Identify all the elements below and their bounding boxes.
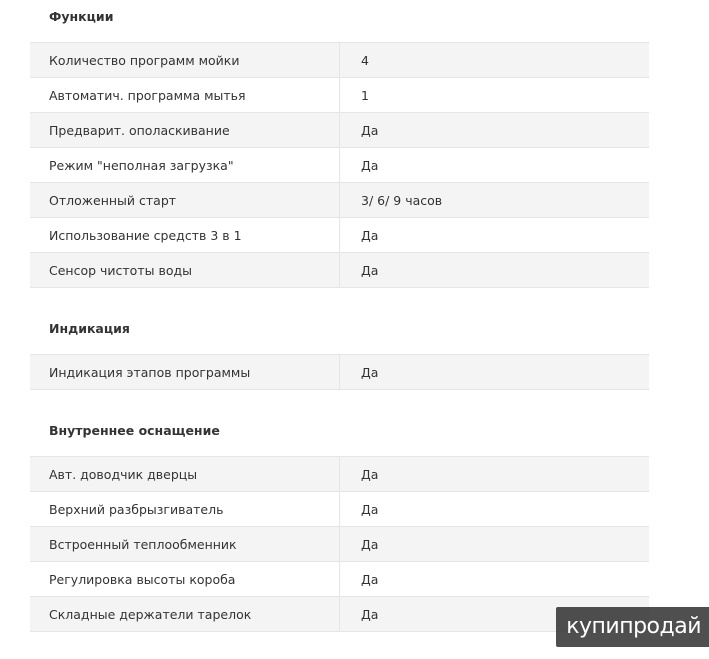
table-row — [30, 43, 649, 78]
spec-value: Да — [340, 527, 650, 562]
table-row — [30, 148, 649, 183]
table-row — [30, 253, 649, 288]
spec-name: Встроенный теплообменник — [30, 527, 340, 562]
section-title: Индикация — [49, 321, 130, 336]
spec-name: Режим "неполная загрузка" — [30, 148, 340, 183]
spec-name: Регулировка высоты короба — [30, 562, 340, 597]
spec-name: Складные держатели тарелок — [30, 597, 340, 632]
spec-name: Верхний разбрызгиватель — [30, 492, 340, 527]
spec-value: Да — [340, 492, 650, 527]
watermark-logo: купипродай — [556, 607, 709, 647]
spec-value: 3/ 6/ 9 часов — [340, 183, 650, 218]
spec-value: 1 — [340, 78, 650, 113]
spec-name: Авт. доводчик дверцы — [30, 457, 340, 492]
spec-name: Предварит. ополаскивание — [30, 113, 340, 148]
spec-name: Отложенный старт — [30, 183, 340, 218]
spec-value: Да — [340, 355, 650, 390]
specs-table — [30, 354, 649, 390]
section-indication — [30, 320, 649, 390]
spec-value: Да — [340, 113, 650, 148]
section-interior — [30, 422, 649, 632]
spec-value: Да — [340, 218, 650, 253]
specs-table — [30, 456, 649, 632]
spec-value: Да — [340, 457, 650, 492]
section-title: Функции — [49, 9, 114, 24]
table-row — [30, 355, 649, 390]
spec-value: Да — [340, 253, 650, 288]
section-functions — [30, 8, 649, 288]
spec-value: Да — [340, 597, 650, 632]
table-row — [30, 183, 649, 218]
spec-value: 4 — [340, 43, 650, 78]
specs-table — [30, 42, 649, 288]
spec-name: Автоматич. программа мытья — [30, 78, 340, 113]
spec-value: Да — [340, 148, 650, 183]
table-row — [30, 218, 649, 253]
table-row — [30, 457, 649, 492]
spec-name: Количество программ мойки — [30, 43, 340, 78]
section-title: Внутреннее оснащение — [49, 423, 220, 438]
table-row — [30, 527, 649, 562]
table-row — [30, 78, 649, 113]
spec-name: Использование средств 3 в 1 — [30, 218, 340, 253]
table-row — [30, 562, 649, 597]
table-row — [30, 113, 649, 148]
spec-value: Да — [340, 562, 650, 597]
spec-name: Индикация этапов программы — [30, 355, 340, 390]
table-row — [30, 492, 649, 527]
spec-name: Сенсор чистоты воды — [30, 253, 340, 288]
